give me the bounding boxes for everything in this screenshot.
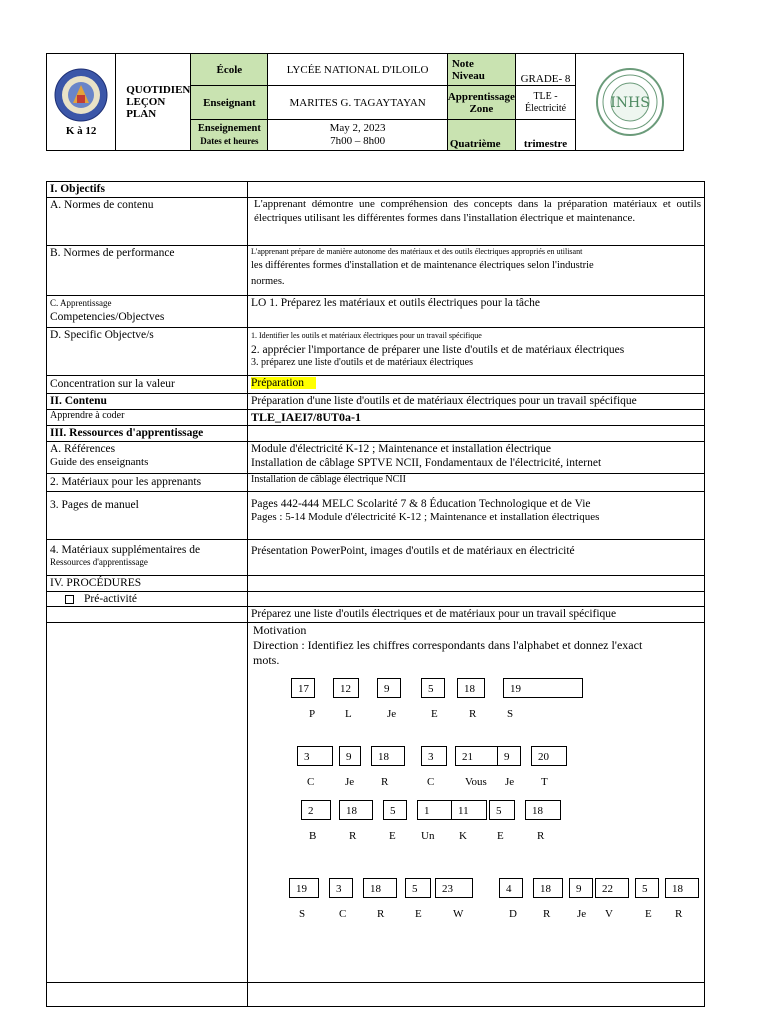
letter-label: E [645,907,652,920]
letter-label: R [381,775,389,788]
references-label-1: A. Références [50,443,116,455]
motivation-cell [248,622,705,982]
letter-label: P [309,707,316,720]
trimestre-label: trimestre [515,120,575,151]
school-logo-cell [576,54,684,151]
objectifs-empty [248,182,705,198]
coder-value: TLE_IAEI7/8UT0a-1 [248,410,705,426]
ecole-label: École [191,54,268,86]
letter-label: R [675,907,683,920]
alphabet-puzzle [253,668,701,958]
supp-label-2: Ressources d'apprentissage [50,557,148,568]
letter-label: E [415,907,422,920]
zone-value-2: Électricité [524,102,567,114]
references-value-2: Installation de câblage SPTVE NCII, Fondamentaux de l'électricité, internet [251,457,602,470]
number-box: 3 [329,878,353,898]
letter-label: L [345,707,352,720]
number-box: 21 [455,746,499,766]
quatrieme-label: Quatrième [447,120,515,151]
number-box: 9 [497,746,521,766]
letter-label: Je [387,707,397,720]
specific-objectives-label: D. Specific Objectve/s [47,328,248,376]
letter-label: S [299,907,306,920]
bottom-right-empty [248,982,705,1006]
enseignement-text: Enseignement [197,123,261,134]
apprentissage-c-label: C. Apprentissage [50,298,112,308]
letter-label: W [453,907,464,920]
number-box: 3 [297,746,333,766]
note-niveau-label [447,54,515,86]
number-box: 5 [421,678,445,698]
direction-line-2: mots. [253,652,280,667]
letter-label: C [307,775,315,788]
number-box: 22 [595,878,629,898]
letter-label: Je [505,775,515,788]
contenu-label: II. Contenu [47,394,248,410]
pages-value [248,492,705,540]
letter-label: V [605,907,613,920]
bottom-left-empty [47,982,248,1006]
lecon-label: LEÇON [126,96,166,108]
ressources-empty [248,426,705,442]
number-box: 19 [289,878,319,898]
pages-value-1: Pages 442-444 MELC Scolarité 7 & 8 Éducation Technologique et de Vie [251,498,591,510]
school-seal-icon [590,66,670,138]
number-box: 4 [499,878,523,898]
number-box: 19 [503,678,583,698]
niveau-label: Niveau [451,69,485,82]
number-box: 18 [457,678,485,698]
number-box: 18 [371,746,405,766]
preactivite-label: Pré-activité [84,593,138,605]
materiaux-label: 2. Matériaux pour les apprenants [47,474,248,492]
deped-seal-icon [53,67,109,123]
number-box: 18 [525,800,561,820]
enseignant-label: Enseignant [191,86,268,120]
checkbox-bullet-icon [65,595,74,604]
materiaux-value: Installation de câblage électrique NCII [248,474,705,492]
letter-label: Je [345,775,355,788]
specific-objective-2: 2. apprécier l'importance de préparer une liste d'outils et de matériaux électriques [251,344,625,356]
normes-perf-line-2: les différentes formes d'installation et de maintenance électriques selon l'industrie [251,260,594,271]
letter-label: E [497,829,504,842]
time-value: 7h00 – 8h00 [330,135,386,147]
preparez-value: Préparez une liste d'outils électriques et de matériaux pour un travail spécifique [248,607,705,622]
svg-text:INHS: INHS [609,95,650,111]
number-box: 18 [363,878,397,898]
letter-label: R [469,707,477,720]
objectifs-heading: I. Objectifs [47,182,248,198]
supp-value: Présentation PowerPoint, images d'outils et de matériaux en électricité [248,540,705,576]
pages-label: 3. Pages de manuel [47,492,248,540]
enseignement-label [191,120,268,151]
motivation-label: Motivation [253,622,307,637]
number-box: 5 [635,878,659,898]
letter-label: R [537,829,545,842]
procedures-label: IV. PROCÉDURES [47,576,248,592]
letter-label: S [507,707,514,720]
pages-value-2: Pages : 5-14 Module d'électricité K-12 ; Maintenance et installation électriques [251,511,600,524]
apprentissage-zone-label [447,86,515,120]
apprentissage-value: LO 1. Préparez les matériaux et outils électriques pour la tâche [248,296,705,328]
deped-logo-cell [47,54,116,151]
letter-label: T [541,775,548,788]
number-box: 18 [665,878,699,898]
competencies-label: Competencies/Objectves [50,311,165,323]
references-value [248,442,705,474]
number-box: 20 [531,746,567,766]
ecole-value: LYCÉE NATIONAL D'ILOILO [268,54,447,86]
k12-label: K à 12 [65,125,97,137]
number-box: 3 [421,746,447,766]
letter-label: R [349,829,357,842]
letter-label: Vous [465,775,487,788]
references-label-2: Guide des enseignants [50,456,149,469]
number-box: 5 [405,878,431,898]
references-label [47,442,248,474]
letter-label: K [459,829,467,842]
letter-label: D [509,907,517,920]
letter-label: B [309,829,317,842]
specific-objective-3: 3. préparez une liste d'outils et de matériaux électriques [251,357,473,369]
number-box: 9 [569,878,593,898]
plan-label: PLAN [126,108,157,120]
valeur-cell [248,376,705,394]
letter-label: R [377,907,385,920]
normes-contenu-value: L'apprenant démontre une compréhension des concepts dans la préparation matériaux et outils électriques utilisant les différentes formes dans l'installation électrique et maintenance. [248,198,705,246]
number-box: 2 [301,800,331,820]
number-box: 9 [377,678,401,698]
ressources-label: III. Ressources d'apprentissage [47,426,248,442]
references-value-1: Module d'électricité K-12 ; Maintenance et installation électrique [251,443,551,455]
number-box: 9 [339,746,361,766]
letter-label: Je [577,907,587,920]
number-box: 17 [291,678,315,698]
number-box: 1 [417,800,461,820]
note-label: Note [451,57,474,70]
number-box: 18 [339,800,373,820]
letter-label: C [427,775,435,788]
procedures-empty [248,576,705,592]
plan-title [116,54,191,151]
number-box: 11 [451,800,487,820]
normes-perf-label: B. Normes de performance [47,246,248,296]
letter-label: R [543,907,551,920]
preactivite-row [47,592,248,607]
preactivite-empty [248,592,705,607]
date-time-value [268,120,447,151]
supplementaires-label [47,540,248,576]
letter-label: E [431,707,438,720]
direction-line-1: Direction : Identifiez les chiffres correspondants dans l'alphabet et donnez l'exact [253,637,643,652]
number-box: 23 [435,878,473,898]
normes-perf-line-3: normes. [251,276,285,287]
number-box: 5 [383,800,407,820]
dates-label: Dates et heures [200,136,259,146]
enseignant-value: MARITES G. TAGAYTAYAN [268,86,447,120]
normes-perf-line-1: L'apprenant prépare de manière autonome des matériaux et des outils électriques appropriés en utilisant [251,247,583,256]
zone-value [515,86,575,120]
specific-objective-1: 1. Identifier les outils et matériaux électriques pour un travail spécifique [251,331,482,340]
normes-contenu-label: A. Normes de contenu [47,198,248,246]
coder-label: Apprendre à coder [47,410,248,426]
letter-label: E [389,829,396,842]
lesson-plan-table [46,181,705,1007]
zone-value-1: TLE - [533,90,558,102]
contenu-value: Préparation d'une liste d'outils et de matériaux électriques pour un travail spécifique [248,394,705,410]
quotidien-label: QUOTIDIEN [126,84,191,96]
zone-label: Zone [469,102,494,115]
letter-label: C [339,907,347,920]
supp-label-1: 4. Matériaux supplémentaires de [50,544,201,556]
motivation-left-empty [47,622,248,982]
date-value: May 2, 2023 [329,122,386,134]
number-box: 12 [333,678,359,698]
preparez-empty [47,607,248,622]
specific-objectives-value [248,328,705,376]
letter-label: Un [421,829,435,842]
valeur-value: Préparation [251,377,316,389]
apprentissage-competencies-label [47,296,248,328]
grade-value: GRADE- 8 [515,54,575,86]
valeur-label: Concentration sur la valeur [47,376,248,394]
apprentissage-label: Apprentissage [447,90,515,103]
header-table [46,53,684,151]
number-box: 5 [489,800,515,820]
number-box: 18 [533,878,563,898]
normes-perf-value [248,246,705,296]
